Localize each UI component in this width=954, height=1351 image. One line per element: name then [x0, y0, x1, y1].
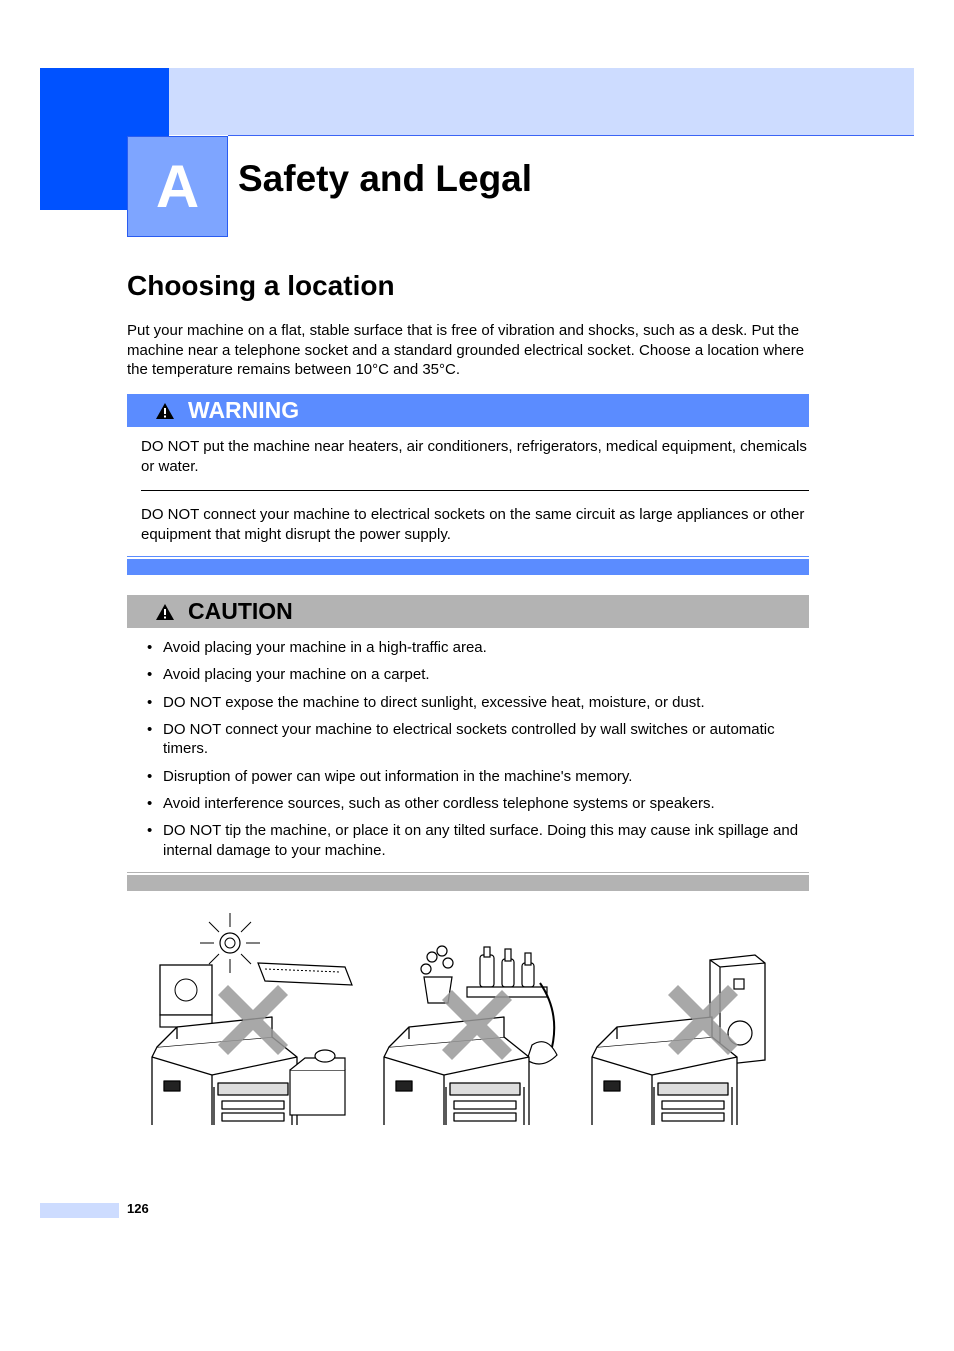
location-illustrations — [140, 905, 820, 1125]
page-number: 126 — [127, 1201, 149, 1216]
caution-label: CAUTION — [188, 598, 293, 624]
caution-end-bar — [127, 875, 809, 891]
chapter-title: Safety and Legal — [238, 158, 533, 199]
warning-divider — [141, 490, 809, 491]
warning-item: DO NOT connect your machine to electrical sockets on the same circuit as large appliances or other equipment that might disrupt the power supply. — [141, 506, 805, 543]
section-intro: Put your machine on a flat, stable surface that is free of vibration and shocks, such as a desk. Put the machine near a telephone socket and a standard grounded electrical socket. Choose a location where the temperature remains between 10°C and 35°C. — [127, 322, 805, 378]
warning-triangle-icon — [155, 402, 175, 420]
chapter-header-rule — [228, 135, 914, 136]
caution-item: • Avoid interference sources, such as other cordless telephone systems or speakers. — [147, 794, 813, 814]
warning-end-rule — [127, 556, 809, 557]
warning-end-bar — [127, 559, 809, 575]
caution-item: • Avoid placing your machine on a carpet. — [147, 665, 813, 685]
scene-liquids-dust — [384, 946, 557, 1125]
caution-item: • Disruption of power can wipe out information in the machine's memory. — [147, 767, 813, 787]
chapter-header-band — [169, 68, 914, 135]
section-title: Choosing a location — [127, 270, 395, 301]
caution-list — [147, 638, 813, 868]
footer-bar — [40, 1203, 119, 1218]
caution-triangle-icon — [155, 603, 175, 621]
caution-item: • DO NOT connect your machine to electrical sockets controlled by wall switches or automatic timers. — [147, 720, 813, 759]
warning-bar — [127, 394, 809, 427]
scene-heat-sources — [152, 913, 352, 1125]
caution-end-rule — [127, 872, 809, 873]
caution-item: • Avoid placing your machine in a high-traffic area. — [147, 638, 813, 658]
warning-item: DO NOT put the machine near heaters, air conditioners, refrigerators, medical equipment, chemicals or water. — [141, 438, 807, 475]
caution-bar — [127, 595, 809, 628]
caution-item: • DO NOT tip the machine, or place it on any tilted surface. Doing this may cause ink spillage and internal damage to your machine. — [147, 821, 813, 860]
warning-label: WARNING — [188, 397, 300, 423]
chapter-letter: A — [127, 136, 228, 237]
caution-item: • DO NOT expose the machine to direct sunlight, excessive heat, moisture, or dust. — [147, 693, 813, 713]
scene-speaker — [592, 955, 765, 1125]
